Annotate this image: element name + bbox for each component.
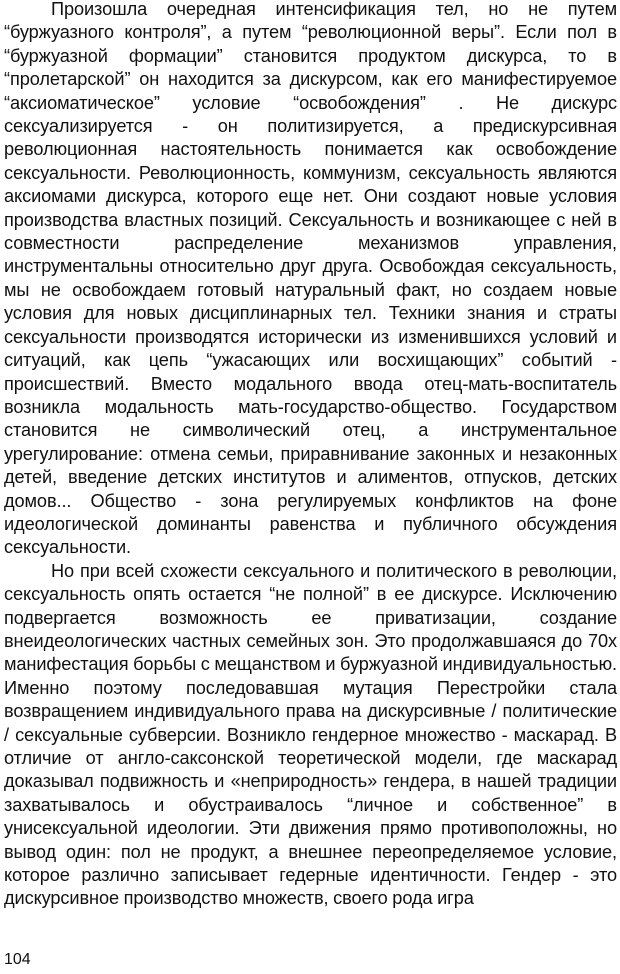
page-number: 104	[4, 951, 31, 968]
body-text	[4, 0, 617, 911]
paragraph-1: Произошла очередная интенсификация тел, но не путем “буржуазного контроля”, а путем “революционной веры”. Если пол в “буржуазной формации” становится продуктом дискурса, то в “пролетарской” он находится за дискурсом, как его манифестируемое “аксиоматическое” условие “освобождения” . Не дискурс сексуализируется - он политизируется, а предискурсивная революционная настоятельность понимается как освобождение сексуальности. Революционность, коммунизм, сексуальность являются аксиомами дискурса, которого еще нет. Они создают новые условия производства властных позиций. Сексуальность и возникающее с ней в совместности распределение механизмов управления, инструментальны относительно друг друга. Освобождая сексуальность, мы не освобождаем готовый натуральный факт, но создаем новые условия для новых дисциплинарных тел. Техники знания и страты сексуальности производятся исторически из изменившихся условий и ситуаций, как цепь “ужасающих или восхищающих” событий - происшествий. Вместо модального ввода отец-мать-воспитатель возникла модальность мать-государство-общество. Государством становится не символический отец, а инструментальное урегулирование: отмена семьи, приравнивание законных и незаконных детей, введение детских институтов и алиментов, отпусков, детских домов... Общество - зона регулируемых конфликтов на фоне идеологической доминанты равенства и публичного обсуждения сексуальности.	[4, 0, 617, 558]
paragraph-2: Но при всей схожести сексуального и политического в революции, сексуальность опять остается “не полной” в ее дискурсе. Исключению подвергается возможность ее приватизации, создание внеидеологических частных семейных зон. Это продолжавшаяся до 70х манифестация борьбы с мещанством и буржуазной индивидуальностью. Именно поэтому последовавшая мутация Перестройки стала возвращением индивидуального права на дискурсивные / политические / сексуальные субверсии. Возникло гендерное множество - маскарад. В отличие от англо-саксонской теоретической модели, где маскарад доказывал подвижность и «неприродность» гендера, в нашей традиции захватывалось и обустраивалось “личное и собственное” в унисексуальной идеологии. Эти движения прямо противоположны, но вывод один: пол не продукт, а внешнее переопределяемое условие, которое различно записывает гедерные идентичности. Гендер - это дискурсивное производство множеств, своего рода игра	[4, 560, 617, 909]
